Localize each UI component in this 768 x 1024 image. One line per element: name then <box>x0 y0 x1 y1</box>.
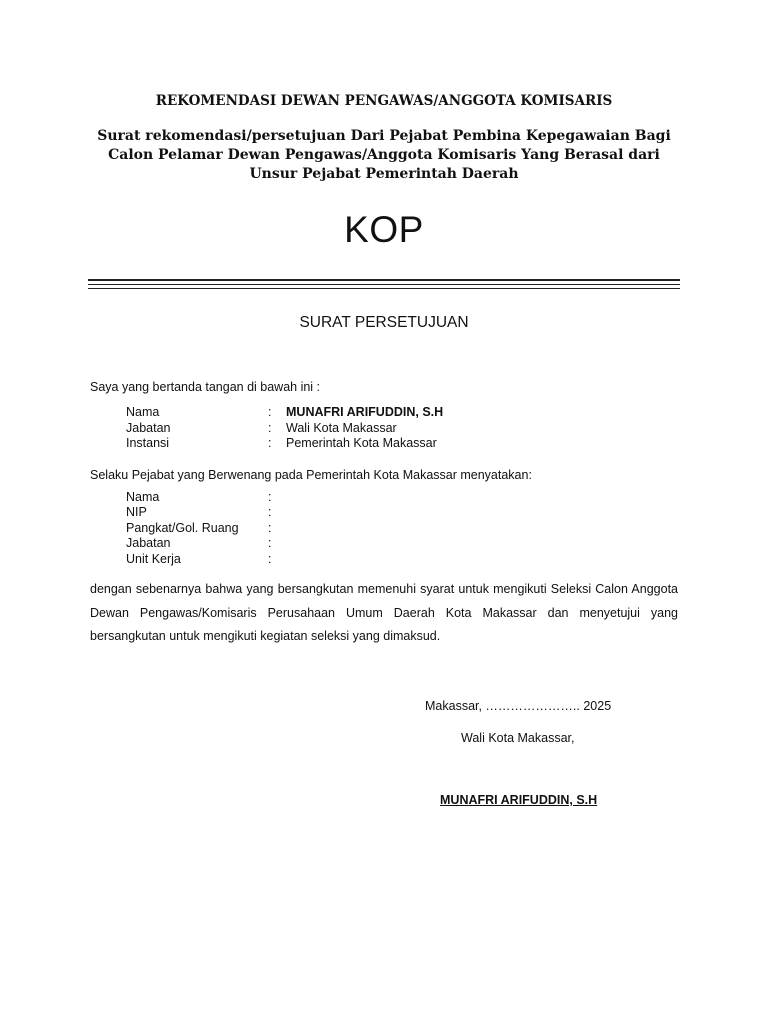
candidate-field-rank <box>126 520 686 536</box>
candidate-field-work-unit <box>126 551 686 567</box>
field-separator: : <box>268 490 272 504</box>
signature-title: Wali Kota Makassar, <box>461 731 575 745</box>
field-label: Jabatan <box>126 536 171 550</box>
field-value: Pemerintah Kota Makassar <box>286 436 437 450</box>
field-separator: : <box>268 505 272 519</box>
signatory-field-name <box>126 404 686 420</box>
field-label: NIP <box>126 505 147 519</box>
signature-place-date: Makassar, ………………….. 2025 <box>425 699 612 713</box>
signature-name: MUNAFRI ARIFUDDIN, S.H <box>440 793 598 807</box>
field-label: Instansi <box>126 436 170 450</box>
field-label: Jabatan <box>126 421 171 435</box>
letterhead-divider-middle <box>88 284 680 285</box>
field-separator: : <box>268 552 272 566</box>
kop-letterhead-placeholder: KOP <box>344 209 424 250</box>
field-value: Wali Kota Makassar <box>286 421 397 435</box>
candidate-field-name <box>126 489 686 505</box>
field-separator: : <box>268 536 272 550</box>
statement-text: Selaku Pejabat yang Berwenang pada Pemerintah Kota Makassar menyatakan: <box>90 468 532 482</box>
letter-title: SURAT PERSETUJUAN <box>299 314 469 331</box>
field-label: Nama <box>126 490 160 504</box>
signatory-field-agency <box>126 435 686 451</box>
letterhead-divider-thick <box>88 279 680 281</box>
candidate-field-nip <box>126 504 686 520</box>
field-value: MUNAFRI ARIFUDDIN, S.H <box>286 405 444 419</box>
signatory-field-position <box>126 420 686 436</box>
field-separator: : <box>268 405 272 419</box>
field-separator: : <box>268 436 272 450</box>
candidate-field-position <box>126 535 686 551</box>
field-label: Unit Kerja <box>126 552 181 566</box>
field-separator: : <box>268 521 272 535</box>
field-label: Nama <box>126 405 160 419</box>
document-subtitle: Surat rekomendasi/persetujuan Dari Pejabat Pembina Kepegawaian Bagi Calon Pelamar Dewan Pengawas/Anggota Komisaris Yang Berasal dari Unsur Pejabat Pemerintah Daerah <box>97 128 671 182</box>
approval-body-text: dengan sebenarnya bahwa yang bersangkutan memenuhi syarat untuk mengikuti Seleksi Calon Anggota Dewan Pengawas/Komisaris Perusahaan Umum Daerah Kota Makassar dan menyetujui yang bersangkutan untuk mengikuti kegiatan seleksi yang dimaksud. <box>90 582 678 643</box>
document-heading: REKOMENDASI DEWAN PENGAWAS/ANGGOTA KOMISARIS <box>155 93 613 109</box>
field-label: Pangkat/Gol. Ruang <box>126 521 239 535</box>
intro-text: Saya yang bertanda tangan di bawah ini : <box>90 380 321 394</box>
letterhead-divider-thin <box>88 288 680 289</box>
field-separator: : <box>268 421 272 435</box>
